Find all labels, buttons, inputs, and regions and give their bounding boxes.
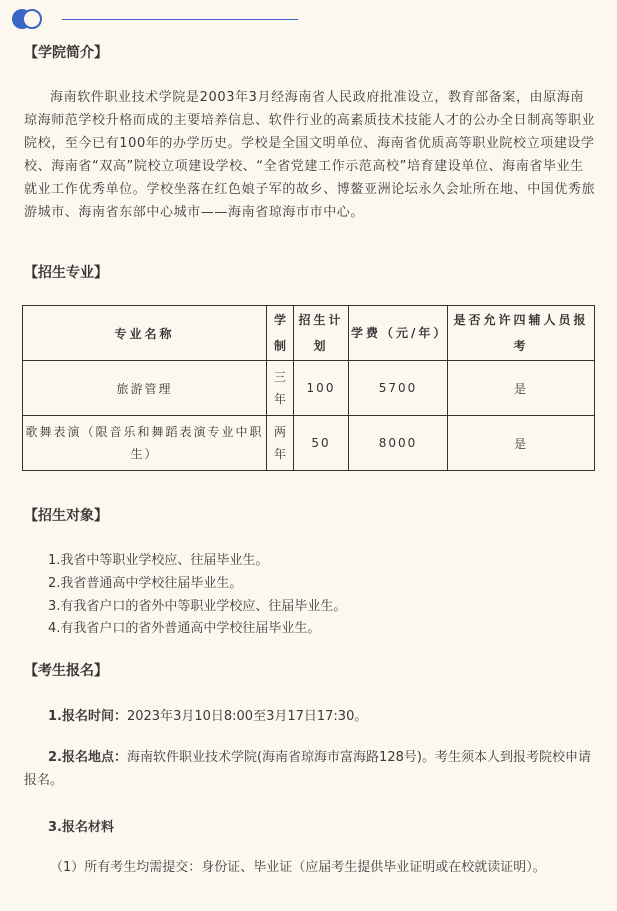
registration-place [24,746,596,792]
intro-heading: 【学院简介】 [24,45,108,61]
cell-fee: 8000 [349,416,448,471]
ring-icon [22,9,42,29]
major-heading: 【招生专业】 [24,265,108,281]
time-value: 2023年3月10日8:00至3月17日17:30。 [126,709,368,724]
cell-major: 旅游管理 [23,361,267,416]
materials-item: （1）所有考生均需提交：身份证、毕业证（应届考生提供毕业证明或在校就读证明）。 [50,860,546,875]
header-duration: 学制 [267,306,294,361]
cell-duration: 两年 [267,416,294,471]
header-decoration [12,8,312,30]
enrollment-table [22,305,595,471]
header-fee: 学费（元/年） [349,306,448,361]
cell-eligibility: 是 [448,361,595,416]
header-eligibility: 是否允许四辅人员报考 [448,306,595,361]
list-item: 1.我省中等职业学校应、往届毕业生。 [48,553,269,568]
target-heading: 【招生对象】 [24,508,108,524]
list-item: 3.有我省户口的省外中等职业学校应、往届毕业生。 [48,599,347,614]
place-value: 海南软件职业技术学院(海南省琼海市富海路128号)。考生须本人到报考院校申请报名。 [24,750,591,788]
divider [62,19,298,20]
table-header-row [23,306,595,361]
table-row [23,416,595,471]
cell-plan: 100 [294,361,349,416]
cell-major: 歌舞表演（限音乐和舞蹈表演专业中职生） [23,416,267,471]
cell-plan: 50 [294,416,349,471]
header-plan: 招生计划 [294,306,349,361]
list-item: 2.我省普通高中学校往届毕业生。 [48,576,243,591]
intro-paragraph: 海南软件职业技术学院是2003年3月经海南省人民政府批准设立，教育部备案，由原海南琼海师范学校升格而成的主要培养信息、软件行业的高素质技术技能人才的公办全日制高等职业院校，至今已有100年的办学历史。学校是全国文明单位、海南省优质高等职业院校立项建设学校、海南省“双高”院校立项建设学校、“全省党建工作示范高校”培育建设单位、海南省毕业生就业工作优秀单位。学校坐落在红色娘子军的故乡、博鳌亚洲论坛永久会址所在地、中国优秀旅游城市、海南省东部中心城市——海南省琼海市市中心。 [24,90,596,220]
materials-label: 3.报名材料 [48,820,114,835]
time-label: 1.报名时间： [48,709,127,724]
place-label: 2.报名地点： [48,750,127,765]
cell-duration: 三年 [267,361,294,416]
registration-heading: 【考生报名】 [24,663,108,679]
cell-fee: 5700 [349,361,448,416]
list-item: 4.有我省户口的省外普通高中学校往届毕业生。 [48,621,321,636]
header-major: 专业名称 [23,306,267,361]
table-row [23,361,595,416]
cell-eligibility: 是 [448,416,595,471]
registration-time [48,705,367,724]
